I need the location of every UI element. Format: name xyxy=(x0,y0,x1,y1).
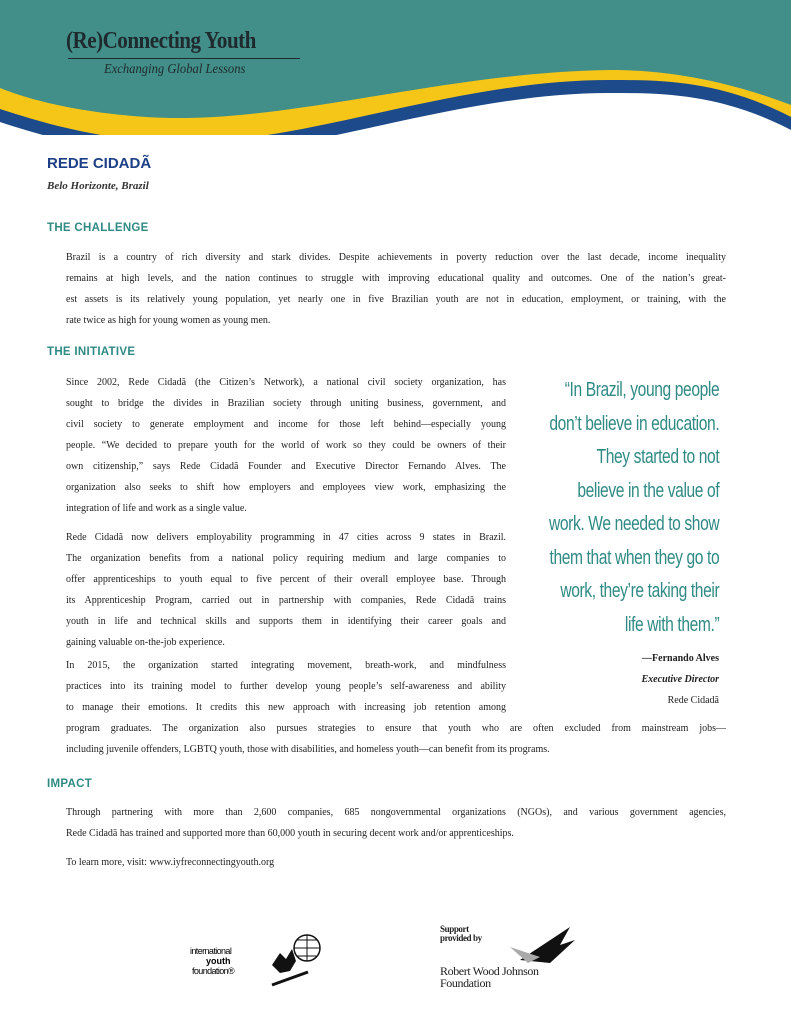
text-line: work. We needed to show xyxy=(548,513,719,535)
rwjf-logo xyxy=(440,925,539,989)
text-line: them that when they go to xyxy=(549,546,719,569)
text-line: believe in the value of xyxy=(577,479,719,502)
text-line: organization also seeks to shift how employers and employees view work, emphasizing the xyxy=(66,482,506,493)
text-line: don’t believe in education. xyxy=(549,412,719,435)
text-line: its Apprenticeship Program, carried out in partnership with companies, Rede Cidadã trains xyxy=(66,595,506,606)
text-line: civil society to generate employment and income for those left behind—especially young xyxy=(66,419,506,430)
title-divider xyxy=(68,58,300,59)
svg-text:international: international xyxy=(190,946,232,956)
text-line: “In Brazil, young people xyxy=(564,379,719,401)
text-line: work, they’re taking their xyxy=(560,580,719,602)
iyf-logo xyxy=(190,930,325,995)
text-line: rate twice as high for young women as young men. xyxy=(66,315,271,326)
text-line: youth in life and technical skills and supports them in identifying their career goals and xyxy=(66,616,506,627)
text-line: Rede Cidadã now delivers employability programming in 47 cities across 9 states in Brazil. xyxy=(66,532,506,543)
globe-figures-icon xyxy=(190,930,325,990)
organization-location: Belo Horizonte, Brazil xyxy=(47,180,149,192)
text-line: life with them.” xyxy=(624,613,719,636)
text-line: In 2015, the organization started integrating movement, breath-work, and mindfulness xyxy=(66,660,506,671)
support-label: Support xyxy=(440,924,469,934)
text-line: They started to not xyxy=(596,446,719,468)
challenge-paragraph xyxy=(66,247,726,331)
report-title: (Re)Connecting Youth xyxy=(66,28,256,54)
quote-attribution xyxy=(642,648,719,711)
text-line: Rede Cidadã has trained and supported more than 60,000 youth in securing decent work and/or apprenticeships. xyxy=(66,828,514,839)
svg-text:foundation®: foundation® xyxy=(192,966,235,976)
attribution-name: —Fernando Alves xyxy=(642,653,719,664)
text-line: est assets is its relatively young population, yet nearly one in five Brazilian youth are not in education, employment, or training, with the xyxy=(66,294,726,305)
text-line: sought to bridge the divides in Brazilian society through uniting business, government, and xyxy=(66,398,506,409)
text-line: practices into its training model to further develop young people’s self-awareness and ability xyxy=(66,681,506,692)
text-line: including juvenile offenders, LGBTQ youth, those with disabilities, and homeless youth—can benefit from its programs. xyxy=(66,744,550,755)
organization-name: REDE CIDADÃ xyxy=(47,155,152,172)
initiative-heading: THE INITIATIVE xyxy=(47,346,136,358)
rwjf-name-line2: Foundation xyxy=(440,976,491,990)
attribution-title: Executive Director xyxy=(641,674,719,685)
initiative-paragraph-3 xyxy=(66,655,726,760)
text-line: integration of life and work as a single value. xyxy=(66,503,247,514)
pull-quote xyxy=(501,374,719,642)
attribution-org: Rede Cidadã xyxy=(667,695,719,706)
text-line: program graduates. The organization also pursues strategies to ensure that youth who are often excluded from mainstream jobs— xyxy=(66,723,726,734)
initiative-paragraph-1 xyxy=(66,372,506,519)
initiative-paragraph-2 xyxy=(66,527,506,653)
text-line: offer apprenticeships to youth equal to five percent of their overall employee base. Through xyxy=(66,574,506,585)
rwjf-name-line1: Robert Wood Johnson xyxy=(440,964,539,978)
report-subtitle: Exchanging Global Lessons xyxy=(104,62,246,77)
impact-paragraph xyxy=(66,802,726,844)
text-line: own citizenship,” says Rede Cidadã Founder and Executive Director Fernando Alves. The xyxy=(66,461,506,472)
text-line: remains at high levels, and the nation continues to struggle with improving educational quality and outcomes. One of the nation’s great- xyxy=(66,273,726,284)
learn-more-text: To learn more, visit: www.iyfreconnectingyouth.org xyxy=(66,857,275,868)
text-line: Through partnering with more than 2,600 companies, 685 nongovernmental organizations (NGOs), and various government agencies, xyxy=(66,807,726,818)
provided-by-label: provided by xyxy=(440,933,482,943)
text-line: to manage their emotions. It credits this new approach with increasing job retention among xyxy=(66,702,506,713)
text-line: Since 2002, Rede Cidadã (the Citizen’s Network), a national civil society organization, has xyxy=(66,377,506,388)
eagle-icon xyxy=(510,925,580,970)
text-line: gaining valuable on-the-job experience. xyxy=(66,637,225,648)
text-line: The organization benefits from a national policy requiring medium and large companies to xyxy=(66,553,506,564)
impact-heading: IMPACT xyxy=(47,778,93,790)
svg-text:youth: youth xyxy=(206,956,231,966)
challenge-heading: THE CHALLENGE xyxy=(47,222,149,234)
text-line: people. “We decided to prepare youth for the world of work so they could be owners of their xyxy=(66,440,506,451)
text-line: Brazil is a country of rich diversity and stark divides. Despite achievements in poverty reduction over the last decade, income inequality xyxy=(66,252,726,263)
